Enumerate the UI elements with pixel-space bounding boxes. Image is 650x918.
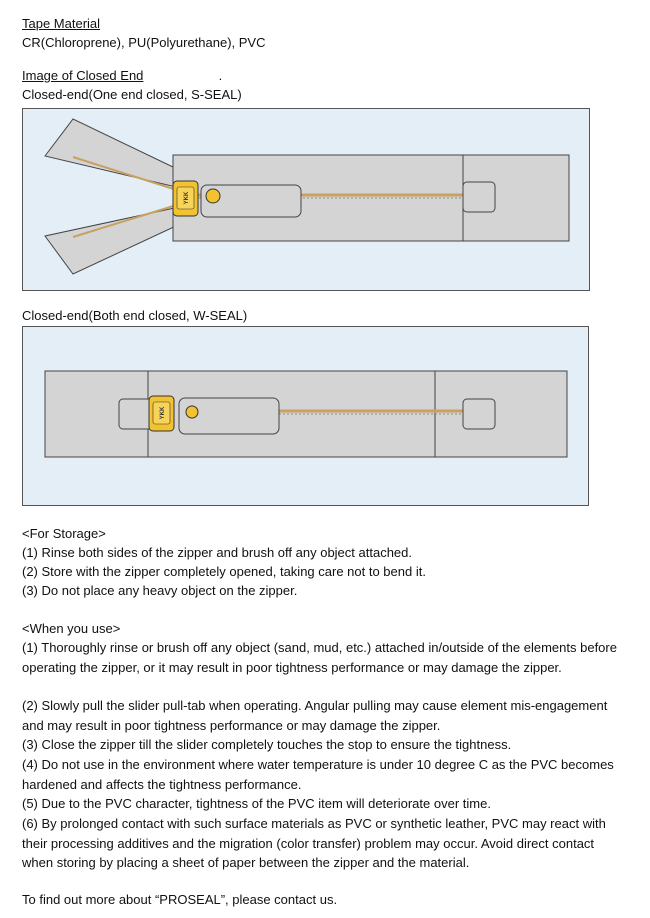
usage-item-2: (2) Slowly pull the slider pull-tab when operating. Angular pulling may cause element mis-engagement and may result in poor tightness performance or may damage the zipper. xyxy=(22,698,608,733)
w-seal-zipper-illustration xyxy=(23,327,590,507)
closed-end-heading: Image of Closed End xyxy=(22,68,144,83)
slider-logo-2: YKK xyxy=(160,406,166,420)
storage-item-3: (3) Do not place any heavy object on the zipper. xyxy=(22,583,298,598)
storage-item-1: (1) Rinse both sides of the zipper and brush off any object attached. xyxy=(22,545,412,560)
slider-logo-1: YKK xyxy=(184,191,190,205)
usage-item-4: (4) Do not use in the environment where water temperature is under 10 degree C as the PVC becomes hardened and affects the tightness performance. xyxy=(22,757,614,792)
tape-material-value: CR(Chloroprene), PU(Polyurethane), PVC xyxy=(22,35,266,50)
s-seal-zipper-illustration xyxy=(23,109,591,292)
usage-item-3: (3) Close the zipper till the slider completely touches the stop to ensure the tightness. xyxy=(22,737,512,752)
storage-heading: <For Storage> xyxy=(22,526,106,541)
tape-material-heading: Tape Material xyxy=(22,16,101,31)
closed-end-dot: . xyxy=(218,68,223,83)
closed-end-heading-row xyxy=(22,66,222,85)
usage-item-1: (1) Thoroughly rinse or brush off any object (sand, mud, etc.) attached in/outside of the elements before operating the zipper, or it may result in poor tightness performance or may damage the zipper. xyxy=(22,640,617,675)
figure-s-seal xyxy=(22,108,590,291)
storage-item-2: (2) Store with the zipper completely opened, taking care not to bend it. xyxy=(22,564,426,579)
usage-item-6: (6) By prolonged contact with such surface materials as PVC or synthetic leather, PVC may react with their processing additives and the migration (color transfer) problem may occur. Avoid direct contact when storing by placing a sheet of paper between the zipper and the material. xyxy=(22,816,606,870)
usage-item-5: (5) Due to the PVC character, tightness of the PVC item will deteriorate over time. xyxy=(22,796,491,811)
figure-w-seal xyxy=(22,326,589,506)
usage-heading: <When you use> xyxy=(22,621,121,636)
figure1-caption: Closed-end(One end closed, S-SEAL) xyxy=(22,87,242,102)
contact-line: To find out more about “PROSEAL”, please contact us. xyxy=(22,892,338,907)
figure2-caption: Closed-end(Both end closed, W-SEAL) xyxy=(22,308,248,323)
